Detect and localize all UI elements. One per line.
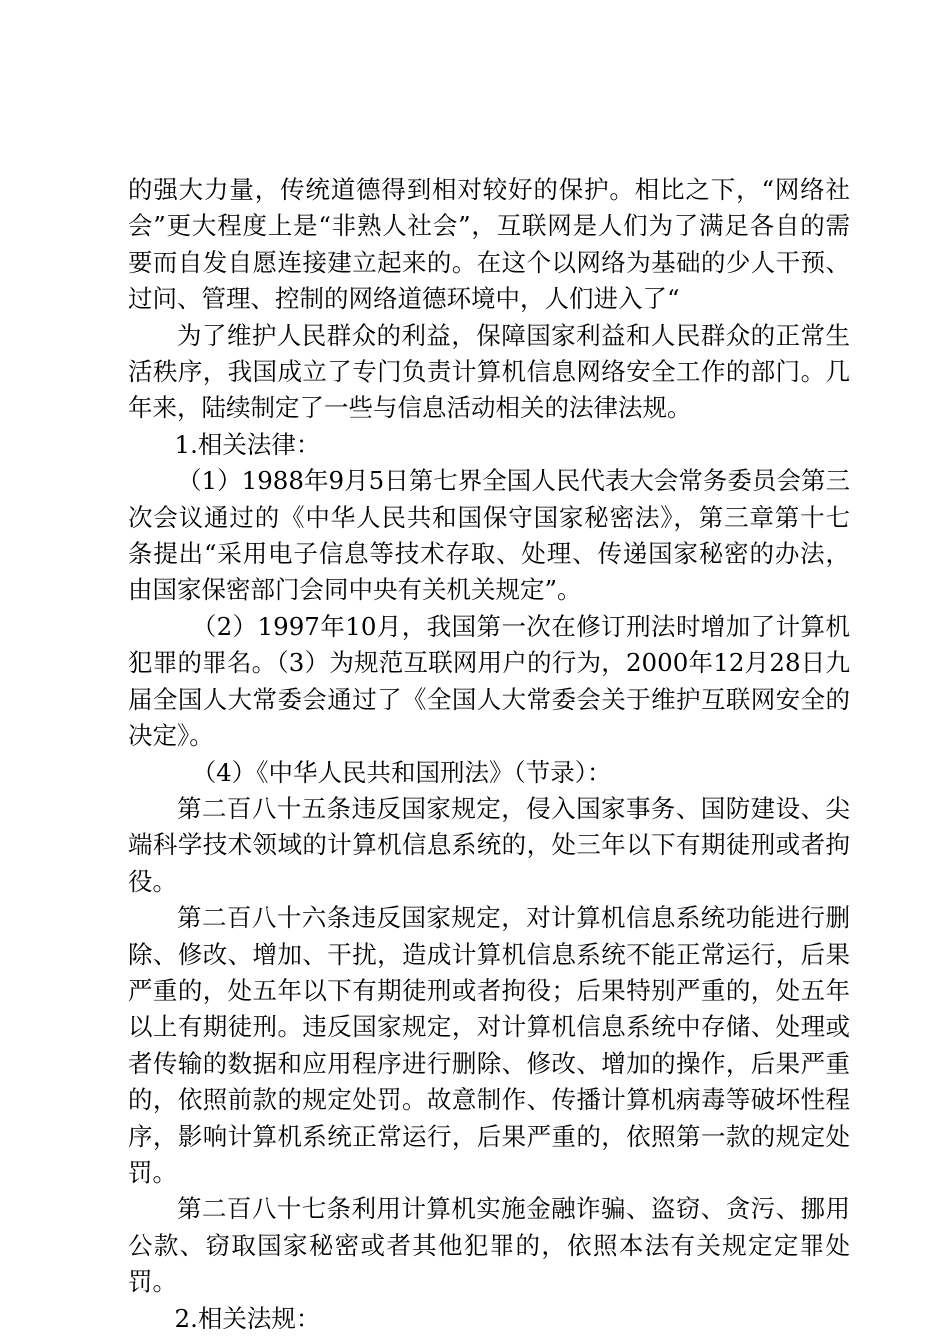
- paragraph-article-285: 第二百八十五条违反国家规定，侵入国家事务、国防建设、尖端科学技术领域的计算机信息系统的，处三年以下有期徒刑或者拘役。: [128, 793, 850, 896]
- paragraph-continuation: 的强大力量，传统道德得到相对较好的保护。相比之下，“网络社会”更大程度上是“非熟人社会”，互联网是人们为了满足各自的需要而自发自愿连接建立起来的。在这个以网络为基础的少人干预、过问、管理、控制的网络道德环境中，人们进入了“: [128, 175, 850, 314]
- paragraph-article-286: 第二百八十六条违反国家规定，对计算机信息系统功能进行删除、修改、增加、干扰，造成计算机信息系统不能正常运行，后果严重的，处五年以下有期徒刑或者拘役；后果特别严重的，处五年以上有期徒刑。违反国家规定，对计算机信息系统中存储、处理或者传输的数据和应用程序进行删除、修改、增加的操作，后果严重的，依照前款的规定处罚。故意制作、传播计算机病毒等破坏性程序，影响计算机系统正常运行，后果严重的，依照第一款的规定处罚。: [128, 903, 850, 1187]
- section-heading-regulations: 2.相关法规：: [174, 1303, 321, 1333]
- document-body: [128, 172, 850, 1337]
- paragraph-item-1: （1）1988年9月5日第七界全国人民代表大会常务委员会第三次会议通过的《中华人民共和国保守国家秘密法》，第三章第十七条提出“采用电子信息等技术存取、处理、传递国家秘密的办法，由国家保密部门会同中央有关机关规定”。: [128, 466, 850, 605]
- paragraph-item-4: （4）《中华人民共和国刑法》（节录）：: [191, 757, 612, 787]
- section-heading-laws: 1.相关法律：: [174, 429, 321, 459]
- paragraph-article-287: 第二百八十七条利用计算机实施金融诈骗、盗窃、贪污、挪用公款、窃取国家秘密或者其他犯罪的，依照本法有关规定定罪处罚。: [128, 1194, 850, 1297]
- paragraph-intro: 为了维护人民群众的利益，保障国家利益和人民群众的正常生活秩序，我国成立了专门负责计算机信息网络安全工作的部门。几年来，陆续制定了一些与信息活动相关的法律法规。: [128, 320, 850, 423]
- paragraph-item-2-3: （2）1997年10月，我国第一次在修订刑法时增加了计算机犯罪的罪名。（3）为规范互联网用户的行为，2000年12月28日九届全国人大常委会通过了《全国人大常委会关于维护互联网安全的决定》。: [128, 611, 850, 751]
